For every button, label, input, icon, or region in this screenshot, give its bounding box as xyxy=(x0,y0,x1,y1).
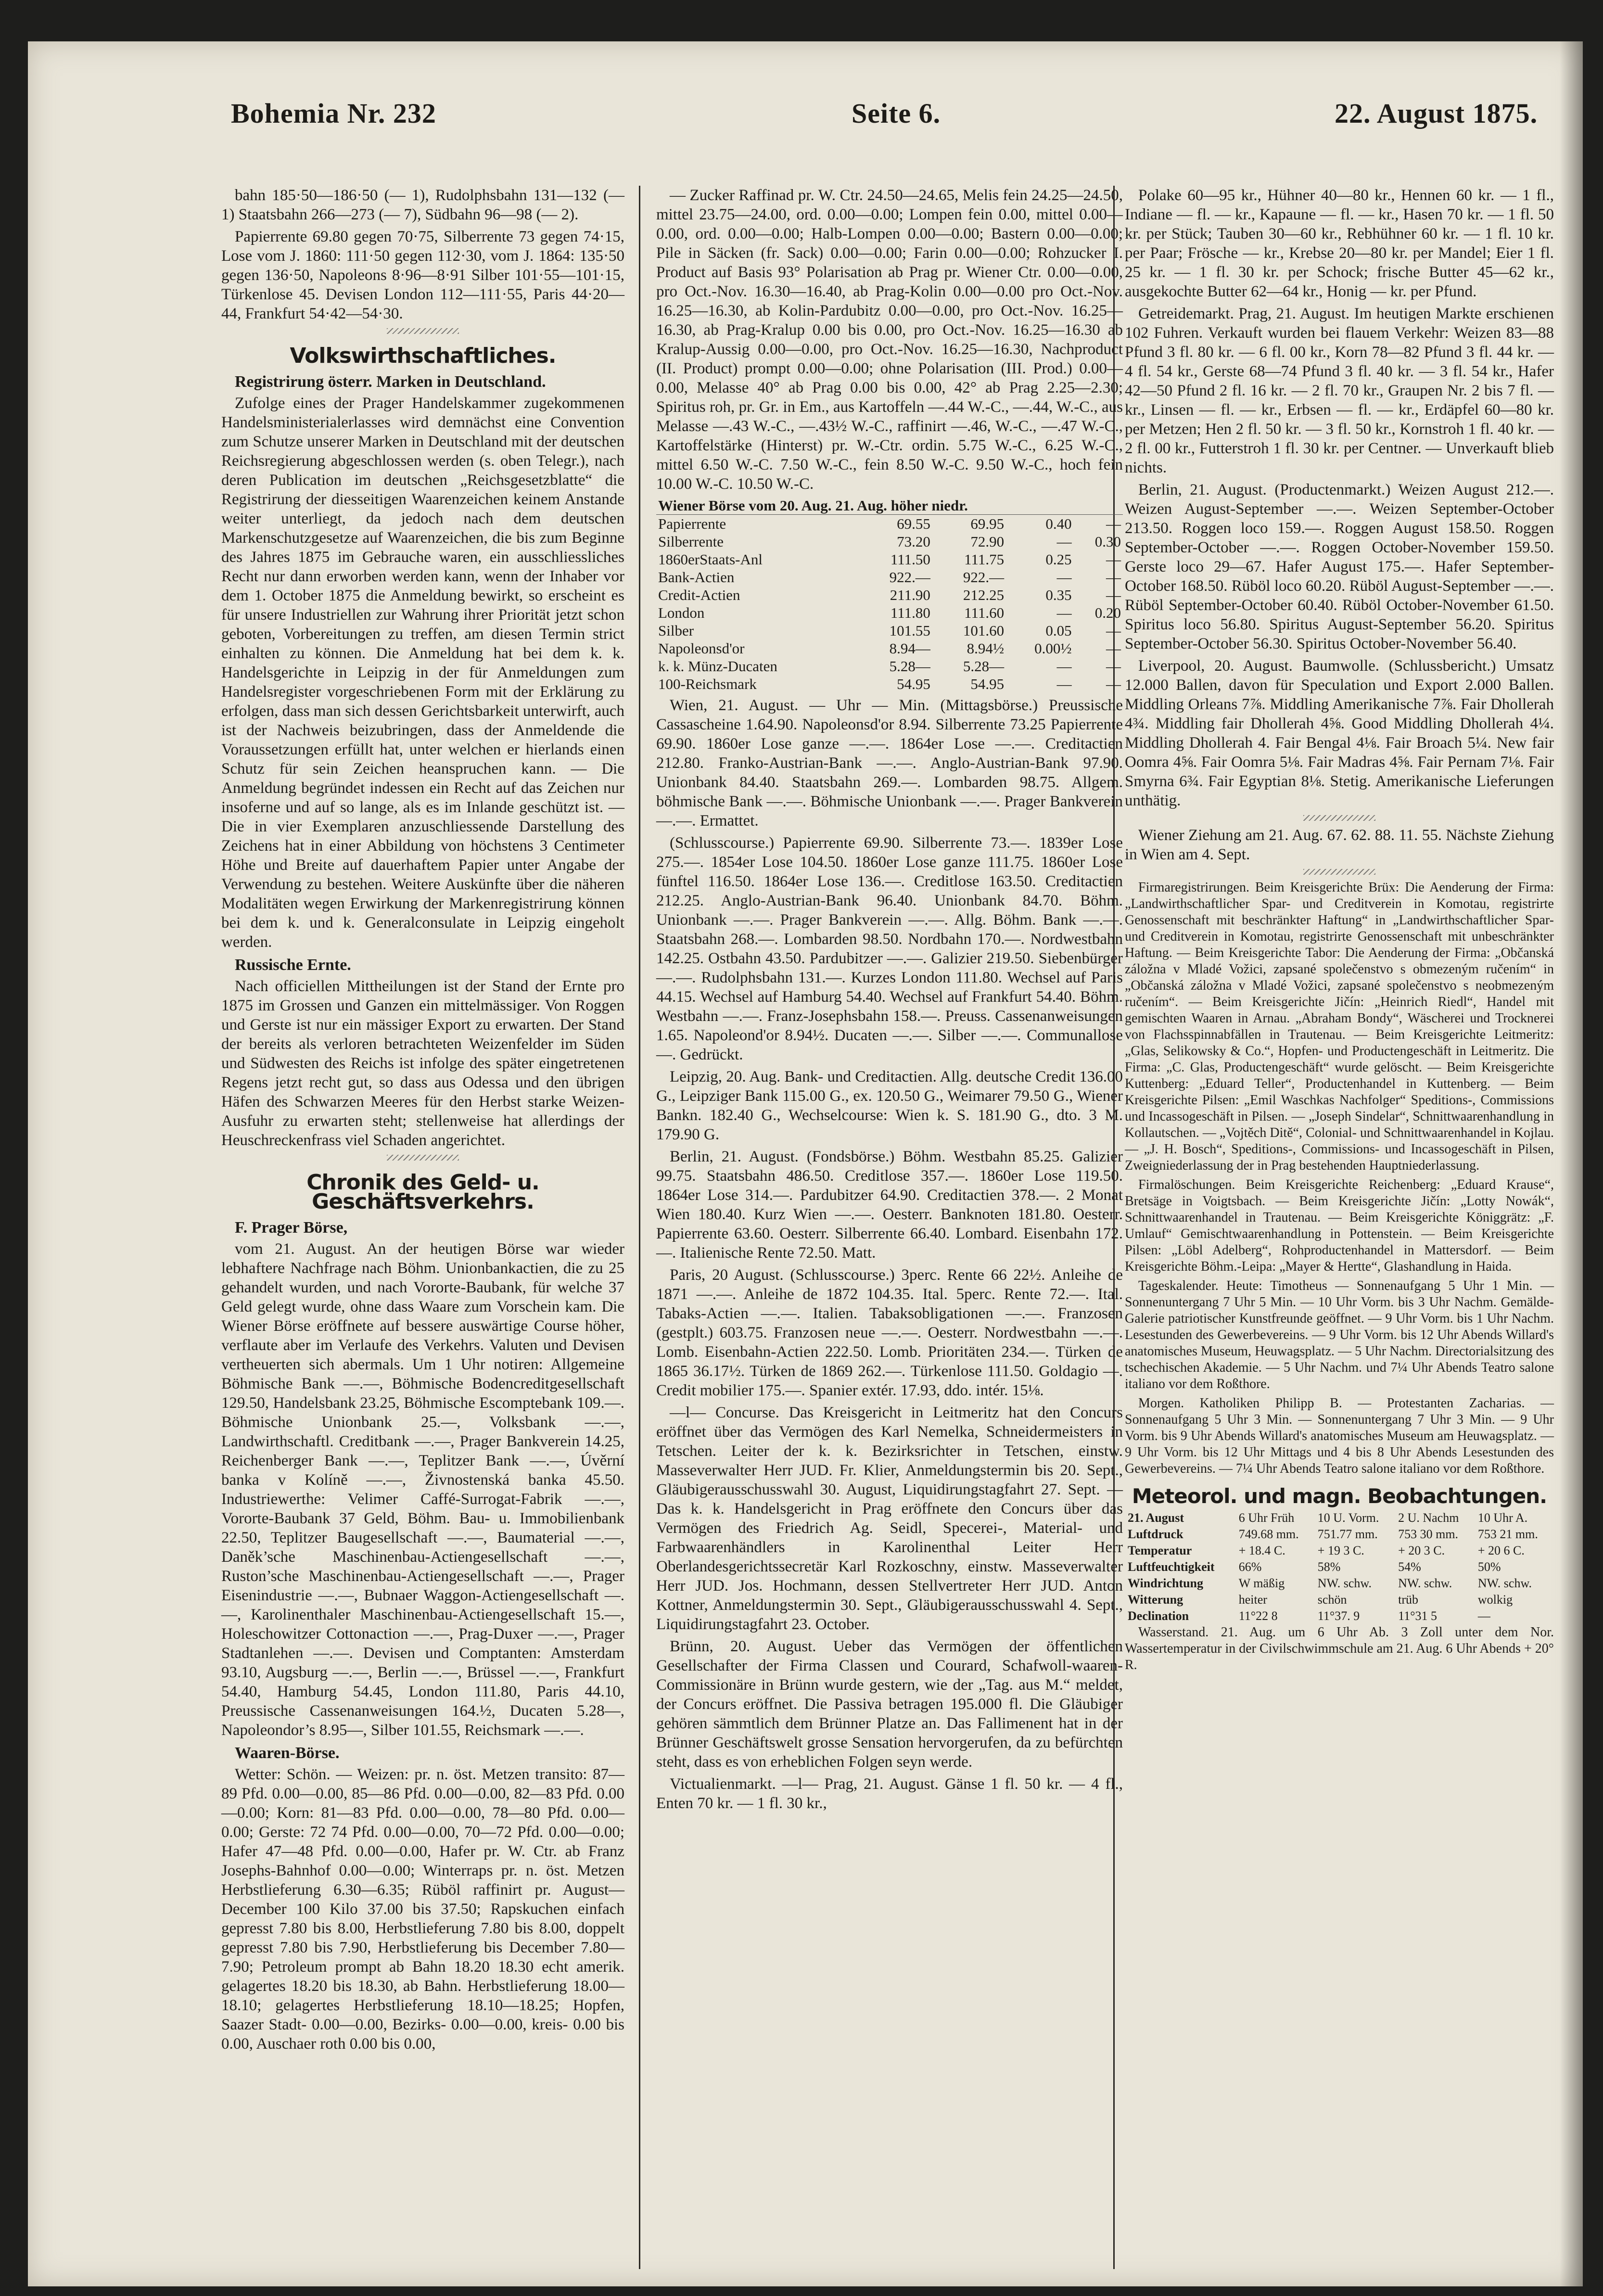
meteo-rows xyxy=(1125,1510,1554,1624)
article-wiener-ziehung: Wiener Ziehung am 21. Aug. 67. 62. 88. 11. 55. Nächste Ziehung in Wien am 4. Sept. xyxy=(1125,827,1554,863)
table-cell: 11°22 8 xyxy=(1238,1609,1278,1623)
table-cell: Silber xyxy=(658,622,694,639)
table-cell: — xyxy=(1106,658,1121,675)
header-date: 22. August 1875. xyxy=(1335,98,1538,129)
table-row xyxy=(656,639,1123,657)
article-prager-boerse: vom 21. August. An der heutigen Börse war wieder lebhaftere Nachfrage nach Böhm. Unionbankactien, die zu 25 gehandelt wurden, und nach Vororte-Baubank, für welche 37 Geld gelegt wurde, ohne dass Waare zum Vorschein kam. Die Wiener Börse eröffnete auf bessere auswärtige Course höher, verflaute aber im Verlaufe des Verkehrs. Valuten und Devisen vertheuerten sich abermals. Um 1 Uhr notiren: Allgemeine Böhmische Bank —.—, Böhmische Bodencreditgesellschaft 129.50, Handelsbank 23.25, Böhmische Escomptebank 109.—. Böhmische Unionbank 25.—, Volksbank —.—, Landwirthschaftl. Creditbank —.—, Prager Bankverein 14.25, Reichenberger Bank —.—, Teplitzer Bank —.—, Úvěrní banka v Kolíně —.—, Živnostenská banka 45.50. Industriewerthe: Velimer Caffé-Surrogat-Fabrik —.—, Vororte-Baubank 37 Geld, Böhm. Bau- u. Immobilienbank 22.50, Teplitzer Baugesellschaft —.—, Baumaterial —.—, Daněk’sche Maschinenbau-Actiengesellschaft —.—, Ruston’sche Maschinenbau-Actiengesellschaft —.—, Prager Eisenindustrie —.—, Bubnaer Waggon-Actiengesellschaft —.—, Karolinenthaler Maschinenbau-Actiengesellschaft 15.—, Holeschowitzer Cottonaction —.—, Prag-Duxer —.—, Prager Stadtanlehen —.—. Devisen und Comptanten: Amsterdam 93.10, Augsburg —.—, Berlin —.—, Brüssel —.—, Frankfurt 54.40, Hamburg 54.45, London 111.80, Paris 44.10, Preussische Cassenanweisungen 164.½, Ducaten 5.28—, Napoleondor’s 8.95—, Silber 101.55, Reichsmark —.—. xyxy=(221,1240,624,1739)
table-cell: 0.40 xyxy=(1045,515,1072,532)
meteo-row xyxy=(1125,1510,1554,1526)
table-cell: 101.55 xyxy=(889,622,930,639)
newspaper-page xyxy=(28,41,1583,2286)
table-cell: 10 U. Vorm. xyxy=(1317,1511,1379,1525)
table-cell: 5.28— xyxy=(963,658,1005,675)
wiener-boerse-table xyxy=(656,497,1123,693)
table-cell: 21. August xyxy=(1128,1511,1184,1525)
table-cell: 5.28— xyxy=(889,658,930,675)
article-wien-mittag: Wien, 21. August. — Uhr — Min. (Mittagsbörse.) Preussische Cassascheine 1.64.90. Napoleonsd'or 8.94. Silberrente 73.25 Papierrente 69.90. 1860er Lose ganze —.—. 1864er Lose —.—. Creditactien 212.80. Franko-Austrian-Bank —.—. Anglo-Austrian-Bank 97.90. Unionbank 84.40. Staatsbahn 269.—. Lombarden 98.75. Allgem. böhmische Bank —.—. Böhmische Unionbank —.—. Prager Bankverein —.—. Ermattet. xyxy=(656,697,1123,829)
table-cell: — xyxy=(1106,622,1121,639)
table-cell: — xyxy=(1106,551,1121,568)
table-cell: 753 30 mm. xyxy=(1398,1527,1459,1541)
col1-intro: bahn 185·50—186·50 (— 1), Rudolphsbahn 131—132 (— 1) Staatsbahn 266—273 (— 7), Südbahn 96—98 (— 2). xyxy=(221,187,624,223)
article-getreidemarkt: Getreidemarkt. Prag, 21. August. Im heutigen Markte erschienen 102 Fuhren. Verkauft wurden bei flauem Verkehr: Weizen 83—88 Pfund 3 fl. 80 kr. — 6 fl. 00 kr., Korn 78—82 Pfund 3 fl. 44 kr. — 4 fl. 54 kr., Gerste 68—74 Pfund 3 fl. 40 kr. — 3 fl. 54 kr., Hafer 42—50 Pfund 2 fl. 16 kr. — 2 fl. 70 kr., Graupen Nr. 2 bis 7 fl. — kr., Linsen — fl. — kr., Erbsen — fl. — kr., Erdäpfel 60—80 kr. per Metzen; Hen 2 fl. 50 kr. — 3 fl. 50 kr., Kornstroh 1 fl. 40 kr. — 2 fl. 00 kr., Futterstroh 1 fl. 30 kr. per Centner. — Unverkauft blieb nichts. xyxy=(1125,305,1554,476)
table-cell: 72.90 xyxy=(970,533,1005,550)
table-cell: 8.94— xyxy=(889,640,930,657)
table-cell: 101.60 xyxy=(963,622,1005,639)
article-marken: Zufolge eines der Prager Handelskammer zugekommenen Handelsministerialerlasses wird demnächst eine Convention zum Schutze unserer Marken in Deutschland mit der deutschen Reichsregierung abgeschlossen werden (s. oben Telegr.), nach deren Publication im deutschen „Reichsgesetzblatte“ die Registrirung der diesseitigen Waarenzeichen keinem Anstande weiter unterliegt, da jedoch nach dem deutschen Markenschutzgesetze auf Waarenzeichen, die bis zum Beginne des Jahres 1875 im Gebrauche waren, ein ausschliessliches Recht nur dann erworben werden kann, wenn der Inhaber vor dem 1. October 1875 die Anmeldung bewirkt, so erscheint es für unsere Industriellen zur Wahrung ihrer Priorität jetzt schon geboten, Vorbereitungen zu treffen, am diesen Termin strict einhalten zu können. Die Anmeldung hat bei dem k. k. Handelsgerichte in Leipzig in der für Anmeldungen zum Handelsregister vorgeschriebenen Form mit der Erklärung zu erfolgen, dass man sich dessen Gerichtsbarkeit unterwirft, auch ist der Nachweis beizubringen, dass der Anmeldende die Voraussetzungen erfüllt hat, unter welchen er hierlands einen Schutz für sein Zeichen heanspruchen kann. — Die Anmeldung begründet indessen ein Recht auf das Zeichen nur insoferne und auf so lange, als es im Inlande geschützt ist. — Die in vier Exemplaren anzuschliessende Darstellung des Zeichens hat in einer Abbildung von höchstens 3 Centimeter Höhe und Breite auf dauerhaftem Papier unter Angabe der Verwendung zu bestehen. Weitere Auskünfte über die näheren Modalitäten wegen Erwirkung der Markenregistrirung können bei dem k. und k. Generalconsulate in Leipzig eingeholt werden. xyxy=(221,395,624,951)
table-row xyxy=(656,515,1123,533)
table-cell: 2 U. Nachm xyxy=(1398,1511,1459,1525)
table-row xyxy=(656,675,1123,693)
article-waaren-boerse: Wetter: Schön. — Weizen: pr. n. öst. Metzen transito: 87—89 Pfd. 0.00—0.00, 85—86 Pfd. 0.00—0.00, 82—83 Pfd. 0.00—0.00; Korn: 81—83 Pfd. 0.00—0.00, 78—80 Pfd. 0.00—0.00; Gerste: 72 74 Pfd. 0.00—0.00, 70—72 Pfd. 0.00—0.00; Hafer 47—48 Pfd. 0.00—0.00, Hafer pr. W. Ctr. ab Franz Josephs-Bahnhof 0.00—0.00; Winterraps pr. n. öst. Metzen Herbstlieferung 6.30—6.35; Rüböl raffinirt pr. August—December 100 Kilo 37.00 bis 37.50; Rapskuchen einfach gepresst 7.80 bis 8.00, Herbstlieferung 7.80 bis 8.00, doppelt gepresst 7.80 bis 7.90, Herbstlieferung bis December 7.80—7.90; Petroleum prompt ab Bahn 18.20 18.30 echt amerik. gelagertes 18.20 bis 18.30, ab Bahn. Herbstlieferung 18.00—18.10; gelagertes Herbstlieferung 18.10—18.25; Hopfen, Saazer Stadt- 0.00—0.00, Bezirks- 0.00—0.00, kreis- 0.00 bis 0.00, Auschaer roth 0.00 bis 0.00, xyxy=(221,1766,624,2053)
table-cell: NW. schw. xyxy=(1398,1576,1452,1590)
meteo-row xyxy=(1125,1608,1554,1624)
table-cell: 111.75 xyxy=(964,551,1005,568)
article-victualienmarkt: Victualienmarkt. —l— Prag, 21. August. Gänse 1 fl. 50 kr. — 4 fl., Enten 70 kr. — 1 fl. 30 kr., xyxy=(656,1775,1123,1812)
table-cell: 1860erStaats-Anl xyxy=(658,551,763,568)
col1-intro2: Papierrente 69.80 gegen 70·75, Silberrente 73 gegen 74·15, Lose vom J. 1860: 111·50 gegen 112·30, vom J. 1864: 135·50 gegen 136·50, Napoleons 8·96—8·91 Silber 101·55—101·15, Türkenlose 45. Devisen London 112—111·55, Paris 44·20—44, Frankfurt 54·42—54·30. xyxy=(221,228,624,322)
wiener-boerse-rows xyxy=(656,515,1123,693)
table-cell: Silberrente xyxy=(658,533,724,550)
table-cell: + 19 3 C. xyxy=(1317,1543,1364,1557)
table-cell: 753 21 mm. xyxy=(1477,1527,1538,1541)
header-page-number: Seite 6. xyxy=(852,98,941,129)
table-cell: schön xyxy=(1317,1593,1347,1607)
table-cell: 922.— xyxy=(963,569,1005,586)
table-cell: Bank-Actien xyxy=(658,569,735,586)
table-cell: + 20 3 C. xyxy=(1398,1543,1445,1557)
article-title-marken: Registrirung österr. Marken in Deutschland. xyxy=(235,373,546,391)
table-cell: 54.95 xyxy=(897,676,930,692)
table-cell: 0.20 xyxy=(1094,604,1121,621)
section-divider xyxy=(387,1155,459,1161)
section-divider xyxy=(387,328,459,334)
article-ernte: Nach officiellen Mittheilungen ist der Stand der Ernte pro 1875 im Grossen und Ganzen ein mittelmässiger. Von Roggen und Gerste ist nur ein mässiger Export zu erwarten. Der Stand der bereits als verloren betrachteten Weizenfelder im Süden und Südwesten des Reichs ist infolge des später eingetretenen Regens jetzt recht gut, so dass aus Odessa und den übrigen Häfen des Schwarzen Meeres für den Herbst starke Weizen-Ausfuhr zu erwarten steht; stellenweise hat allerdings der Heuschreckenfrass viel Schaden angerichtet. xyxy=(221,978,624,1149)
table-cell: heiter xyxy=(1238,1593,1267,1607)
table-row xyxy=(656,550,1123,568)
table-cell: Papierrente xyxy=(658,515,726,532)
table-row xyxy=(656,568,1123,586)
section-divider xyxy=(1303,869,1375,875)
article-paris: Paris, 20 August. (Schlusscourse.) 3perc. Rente 66 22½. Anleihe de 1871 —.—. Anleihe de 1872 104.35. Ital. 5perc. Rente 72.—. Ital. Tabaks-Actien —.—. Italien. Tabaksobligationen —.—. Franzosen (gestplt.) 603.75. Franzosen neue —.—. Oesterr. Nordwestbahn —.—. Lomb. Eisenbahn-Actien 222.50. Lomb. Prioritäten 234.—. Türken de 1865 36.17½. Türken de 1869 262.—. Türkenlose 111.50. Goldagio —. Credit mobilier 175.—. Spanier extér. 17.93, ddo. intér. 15⅛. xyxy=(656,1266,1123,1399)
col2-intro: — Zucker Raffinad pr. W. Ctr. 24.50—24.65, Melis fein 24.25—24.50, mittel 23.75—24.00, ord. 0.00—0.00; Lompen fein 0.00, mittel 0.00—0.00, ord. 0.00—0.00; Halb-Lompen 0.00—0.00; Bastern 0.00—0.00; Pile in Säcken (fr. Sack) 0.00—0.00; Farin 0.00—0.00; Rohzucker I. Product auf Basis 93° Polarisation ab Prag pr. Wiener Ctr. 0.00—0.00, pro Oct.-Nov. 16.30—16.40, ab Prag-Kolin 0.00—0.00 pro Oct.-Nov. 16.25—16.30, ab Kolin-Pardubitz 0.00—0.00, pro Oct.-Nov. 16.25—16.30, ab Prag-Kralup 0.00 bis 0.00, pro Oct.-Nov. 16.25—16.30 ab Kralup-Aussig 0.00—0.00, pro Oct.-Nov. 16.25—16.30, Nachproduct (II. Product) prompt 0.00—0.00; ohne Polarisation (III. Prod.) 0.00—0.00, Melasse 40° ab Prag 0.00 bis 0.00, 42° ab Prag 2.25—2.30; Spiritus roh, pr. Gr. in Em., aus Kartoffeln —.44 W.-C., —.44, W.-C., aus Melasse —.43 W.-C., —.43½ W.-C., raffinirt —.46, W.-C., —.47 W.-C., Kartoffelstärke (Hinterst) pr. W.-Ctr. ordin. 5.75 W.-C., 6.25 W.-C., mittel 6.50 W.-C. 7.50 W.-C., fein 8.50 W.-C. 9.50 W.-C., hoch fein 10.00 W.-C. 10.50 W.-C. xyxy=(656,187,1123,493)
table-cell: — xyxy=(1056,604,1072,621)
table-cell: 0.05 xyxy=(1045,622,1072,639)
table-cell: NW. schw. xyxy=(1317,1576,1372,1590)
table-cell: 11°31 5 xyxy=(1398,1609,1438,1623)
table-cell: 111.80 xyxy=(890,604,930,621)
table-cell: 58% xyxy=(1317,1560,1341,1574)
article-wien-schluss: (Schlusscourse.) Papierrente 69.90. Silberrente 73.—. 1839er Lose 275.—. 1854er Lose 104.50. 1860er Lose ganze 111.75. 1860er Lose fünftel 116.50. 1864er Lose 136.—. Creditlose 163.50. Creditactien 212.25. Anglo-Austrian-Bank 96.40. Unionbank 84.70. Böhm. Unionbank —.—. Prager Bankverein —.—. Allg. Böhm. Bank —.—. Staatsbahn 268.—. Lombarden 98.50. Nordbahn 170.—. Nordwestbahn 142.25. Ostbahn 43.50. Pardubitzer —.—. Galizier 219.50. Siebenbürger —.—. Rudolphsbahn 131.—. Kurzes London 111.80. Wechsel auf Paris 44.15. Wechsel auf Hamburg 54.40. Wechsel auf Frankfurt 54.40. Böhm. Westbahn —.—. Franz-Josephsbahn 158.—. Preuss. Cassenanweisungen 1.65. Napoleond'or 8.94½. Ducaten —.—. Silber —.—. Communallose —. Gedrückt. xyxy=(656,834,1123,1063)
table-cell: Temperatur xyxy=(1128,1543,1192,1557)
table-cell: 100-Reichsmark xyxy=(658,676,757,692)
table-cell: London xyxy=(658,604,705,621)
table-cell: 0.25 xyxy=(1045,551,1072,568)
article-leipzig: Leipzig, 20. Aug. Bank- und Creditactien. Allg. deutsche Credit 136.00 G., Leipziger Bank 115.00 G., ex. 120.50 G., Weimarer 79.50 G., Wiener Bankn. 182.40 G., Wechselcourse: Wien k. S. 181.90 G., dto. 3 M. 179.90 G. xyxy=(656,1068,1123,1143)
table-cell: wolkig xyxy=(1477,1593,1513,1607)
table-header-row xyxy=(656,497,1123,515)
article-berlin-fonds: Berlin, 21. August. (Fondsbörse.) Böhm. Westbahn 85.25. Galizier 99.75. Staatsbahn 486.50. Creditlose 357.—. 1860er Lose 119.50. 1864er Lose 314.—. Pardubitzer 64.90. Creditactien 378.—. 2 Monat Wien 180.40. Kurz Wien —.—. Oesterr. Banknoten 181.80. Oesterr. Papierrente 63.60. Oesterr. Silberrente 66.40. Lombard. Eisenbahn 172.—. Italienische Rente 72.50. Matt. xyxy=(656,1148,1123,1262)
article-liverpool: Liverpool, 20. August. Baumwolle. (Schlussbericht.) Umsatz 12.000 Ballen, davon für Speculation und Export 2.000 Ballen. Middling Orleans 7⅞. Middling Amerikanische 7⅞. Fair Dhollerah 4¾. Middling fair Dhollerah 4⅝. Good Middling Dhollerah 4¼. Middling Dhollerah 4. Fair Bengal 4⅛. Fair Broach 5¼. New fair Oomra 4⅝. Fair Oomra 5⅛. Fair Madras 4⅝. Fair Pernam 7⅛. Fair Smyrna 6¾. Fair Egyptian 8⅛. Stetig. Amerikanische Lieferungen unthätig. xyxy=(1125,657,1554,809)
table-cell: W mäßig xyxy=(1238,1576,1285,1590)
col3-intro: Polake 60—95 kr., Hühner 40—80 kr., Hennen 60 kr. — 1 fl., Indiane — fl. — kr., Kapaune — fl. — kr., Hasen 70 kr. — 1 fl. 50 kr. per Stück; Tauben 30—60 kr., Rebhühner 60 kr. — 1 fl. 10 kr. per Paar; Frösche — kr., Krebse 20—80 kr. per Mandel; Eier 1 fl. 25 kr. — 1 fl. 30 kr. per Schock; frische Butter 45—62 kr., ausgekochte Butter 62—64 kr., Honig — kr. per Pfund. xyxy=(1125,187,1554,300)
table-cell: — xyxy=(1106,515,1121,532)
table-cell: 8.94½ xyxy=(967,640,1005,657)
table-row xyxy=(656,622,1123,639)
meteo-row xyxy=(1125,1575,1554,1592)
wiener-boerse-caption: Wiener Börse vom 20. Aug. 21. Aug. höher niedr. xyxy=(656,497,1123,515)
table-cell: Witterung xyxy=(1128,1593,1183,1607)
table-cell: — xyxy=(1477,1609,1490,1623)
table-cell: — xyxy=(1106,640,1121,657)
article-bruenn: Brünn, 20. August. Ueber das Vermögen der öffentlichen Gesellschafter der Firma Classen und Courard, Schafwoll-waaren-Commissionäre in Brünn wurde gestern, wie der „Tag. aus M.“ meldet, der Concurs eröffnet. Die Passiva betragen 195.000 fl. Die Gläubiger gehören sämmtlich dem Brünner Platze an. Das Fallimenent hat in der Brünner Geschäftswelt grosse Sensation hervorgerufen, da zu befürchten steht, dass es von erheblichen Folgen seyn werde. xyxy=(656,1638,1123,1771)
table-cell: 69.55 xyxy=(897,515,930,532)
article-firmaregistrirungen: Firmaregistrirungen. Beim Kreisgerichte Brüx: Die Aenderung der Firma: „Landwirthschaftlicher Spar- und Creditverein in Komotau, registrirte Genossenschaft mit beschränkter Haftung“ in „Landwirthschaftlicher Spar- und Creditverein in Komotau, registrirte Genossenschaft mit unbeschränkter Haftung. — Beim Kreisgerichte Tabor: Die Aenderung der Firma: „Občanská záložna v Mladé Vožici, zapsané společenstvo s obmezeným ručením“ in „Občanská záložna v Mladé Vožici, zapsané společenstvo s neobmezeným ručením“. — Beim Kreisgerichte Jičín: „Heinrich Riedl“, Handel mit gemischten Waaren in Arnau. „Abraham Bondy“, Wäscherei und Trocknerei von Flachsspinnabfällen in Trautenau. — Beim Kreisgerichte Leitmeritz: „Glas, Selikowsky & Co.“, Hopfen- und Productengeschäft in Leitmeritz. Die Firma: „C. Glas, Productengeschäft“ wurde gelöscht. — Beim Kreisgerichte Kuttenberg: „Eduard Teller“, Productenhandel in Kuttenberg. — Beim Kreisgerichte Pilsen: „Emil Waschkas Nachfolger“ Speditions-, Commissions und Incassogeschäft in Pilsen. — „Joseph Sindelar“, Schnittwaarenhandlung in Kollautschen. — „Vojtěch Ditě“, Colonial- und Schnittwaarenhandel in Kojlau. — „J. H. Bosch“, Speditions-, Commissions- und Incassogeschäft in Pilsen, Zweigniederlassung der in Prag bestehenden Hauptniederlassung. xyxy=(1125,880,1554,1173)
table-cell: Luftdruck xyxy=(1128,1527,1183,1541)
meteo-row xyxy=(1125,1559,1554,1575)
table-cell: — xyxy=(1106,569,1121,586)
table-cell: — xyxy=(1106,587,1121,603)
article-concurse: —l— Concurse. Das Kreisgericht in Leitmeritz hat den Concurs eröffnet über das Vermögen des Karl Nemelka, Schneidermeisters in Tetschen. Leiter der k. k. Bezirksrichter in Tetschen, einstw. Masseverwalter Herr JUD. Fr. Klier, Anmeldungstermin bis 20. Sept., Gläubigerausschusswahl 30. August, Liquidirungstagfahrt 27. Sept. — Das k. k. Handelsgericht in Prag eröffnete den Concurs über das Vermögen des Friedrich Ag. Seidl, Specerei-, Material- und Farbwaarenhändlers in Karolinenthal Leiter Herr Oberlandesgerichtssecretär Karl Rozkoschny, einstw. Masseverwalter Herr JUD. Jos. Hochmann, dessen Stellvertreter Herr JUD. Anton Kottner, Anmeldungstermin 30. Sept., Gläubigerausschusswahl 4. Sept., Liquidirungstagfahrt 23. October. xyxy=(656,1404,1123,1633)
table-cell: 751.77 mm. xyxy=(1317,1527,1378,1541)
meteo-table xyxy=(1125,1510,1554,1624)
meteo-notes: Wasserstand. 21. Aug. um 6 Uhr Ab. 3 Zoll unter dem Nor. Wassertemperatur in der Civilschwimmschule am 21. Aug. 6 Uhr Abends + 20° R. xyxy=(1125,1625,1554,1672)
heading-chronik: Chronik des Geld- u. Geschäftsverkehrs. xyxy=(306,1170,539,1214)
table-cell: 749.68 mm. xyxy=(1238,1527,1299,1541)
table-cell: Credit-Actien xyxy=(658,587,740,603)
table-cell: 922.— xyxy=(889,569,930,586)
table-cell: 0.35 xyxy=(1045,587,1072,603)
table-cell: 50% xyxy=(1477,1560,1501,1574)
article-firmaloeschungen: Firmalöschungen. Beim Kreisgerichte Reichenberg: „Eduard Krause“, Bretsäge in Voigtsbach. — Beim Kreisgerichte Jičín: „Lotty Nowák“, Schnittwaarenhandel in Trautenau. — Beim Kreisgerichte Königgrätz: „F. Umlauf“ Gemischtwaarenhandlung in Pottenstein. — Beim Kreisgerichte Pilsen: „Löbl Adelberg“, Rohproductenhandel in Mattersdorf. — Beim Kreisgerichte Böhm.-Leipa: „Mayer & Hertte“, Glashandlung in Haida. xyxy=(1125,1177,1554,1274)
table-cell: + 18.4 C. xyxy=(1238,1543,1285,1557)
table-cell: — xyxy=(1056,533,1072,550)
table-cell: trüb xyxy=(1398,1593,1418,1607)
page-edge-shadow xyxy=(1560,41,1583,2286)
table-cell: k. k. Münz-Ducaten xyxy=(658,658,777,675)
table-cell: 0.30 xyxy=(1094,533,1121,550)
article-title-waaren-boerse: Waaren-Börse. xyxy=(235,1744,340,1762)
table-cell: 11°37. 9 xyxy=(1317,1609,1360,1623)
column-2 xyxy=(656,186,1123,1816)
article-berlin-producten: Berlin, 21. August. (Productenmarkt.) Weizen August 212.—. Weizen August-September —.—. Weizen September-October 213.50. Roggen loco 159.—. Roggen August 158.50. Roggen September-October —.—. Roggen October-November 159.50. Gerste loco 29—67. Hafer August 175.—. Hafer September-October 168.50. Rüböl loco 60.20. Rüböl August-September —.—. Rüböl September-October 60.40. Rüböl October-November 61.50. Spiritus loco 56.80. Spiritus August-September 56.20. Spiritus September-October 56.30. Spiritus October-November 56.40. xyxy=(1125,481,1554,652)
meteo-row xyxy=(1125,1592,1554,1608)
table-row xyxy=(656,604,1123,622)
table-cell: NW. schw. xyxy=(1477,1576,1532,1590)
heading-volkswirthschaftliches: Volkswirthschaftliches. xyxy=(290,344,556,368)
table-cell: 6 Uhr Früh xyxy=(1238,1511,1295,1525)
table-row xyxy=(656,533,1123,550)
table-cell: — xyxy=(1056,676,1072,692)
table-cell: 211.90 xyxy=(890,587,930,603)
table-cell: 212.25 xyxy=(963,587,1005,603)
article-morgen: Morgen. Katholiken Philipp B. — Protestanten Zacharias. — Sonnenaufgang 5 Uhr 3 Min. — Sonnenuntergang 7 Uhr 3 Min. — 9 Uhr Vorm. bis 9 Uhr Abends Willard's anatomisches Museum am Heuwagsplatz. — 9 Uhr Vorm. bis 12 Uhr Mittags und 4 bis 8 Uhr Abends Lesestunden des Gewerbevereins. — 7¼ Uhr Abends Teatro salone italiano vor dem Roßthore. xyxy=(1125,1396,1554,1476)
table-cell: — xyxy=(1056,658,1072,675)
meteo-row xyxy=(1125,1543,1554,1559)
section-divider xyxy=(1303,815,1375,821)
column-1 xyxy=(221,186,624,2056)
meteo-row xyxy=(1125,1526,1554,1543)
table-cell: Napoleonsd'or xyxy=(658,640,745,657)
table-cell: 111.50 xyxy=(890,551,930,568)
table-cell: 54% xyxy=(1398,1560,1421,1574)
column-3 xyxy=(1125,186,1554,1676)
column-rule-1 xyxy=(639,186,640,2269)
article-title-prager-boerse: F. Prager Börse, xyxy=(235,1219,348,1237)
table-cell: 111.60 xyxy=(964,604,1005,621)
table-cell: — xyxy=(1106,676,1121,692)
meteo-heading: Meteorol. und magn. Beobachtungen. xyxy=(1132,1484,1547,1508)
table-cell: + 20 6 C. xyxy=(1477,1543,1525,1557)
header-masthead: Bohemia Nr. 232 xyxy=(231,98,436,129)
table-cell: 69.95 xyxy=(970,515,1005,532)
table-cell: — xyxy=(1056,569,1072,586)
table-cell: Windrichtung xyxy=(1128,1576,1204,1590)
table-cell: 10 Uhr A. xyxy=(1477,1511,1528,1525)
table-cell: 0.00½ xyxy=(1034,640,1072,657)
article-title-ernte: Russische Ernte. xyxy=(235,956,351,974)
table-cell: 66% xyxy=(1238,1560,1262,1574)
table-cell: 73.20 xyxy=(897,533,930,550)
table-cell: 54.95 xyxy=(970,676,1005,692)
table-cell: Declination xyxy=(1128,1609,1189,1623)
table-cell: Luftfeuchtigkeit xyxy=(1128,1560,1215,1574)
table-row xyxy=(656,657,1123,675)
article-tageskalender: Tageskalender. Heute: Timotheus — Sonnenaufgang 5 Uhr 1 Min. — Sonnenuntergang 7 Uhr 5 Min. — 10 Uhr Vorm. bis 3 Uhr Nachm. Gemälde-Galerie patriotischer Kunstfreunde geöffnet. — 9 Uhr Vorm. bis 1 Uhr Nachm. Lesestunden des Gewerbevereins. — 9 Uhr Vorm. bis 12 Uhr Abends Willard's anatomisches Museum, Heuwagsplatz. — 5 Uhr Nachm. Directorialsitzung des tschechischen Akademie. — 5 Uhr Nachm. und 7¼ Uhr Abends Teatro salone italiano vor dem Roßthore. xyxy=(1125,1278,1554,1391)
table-row xyxy=(656,586,1123,604)
